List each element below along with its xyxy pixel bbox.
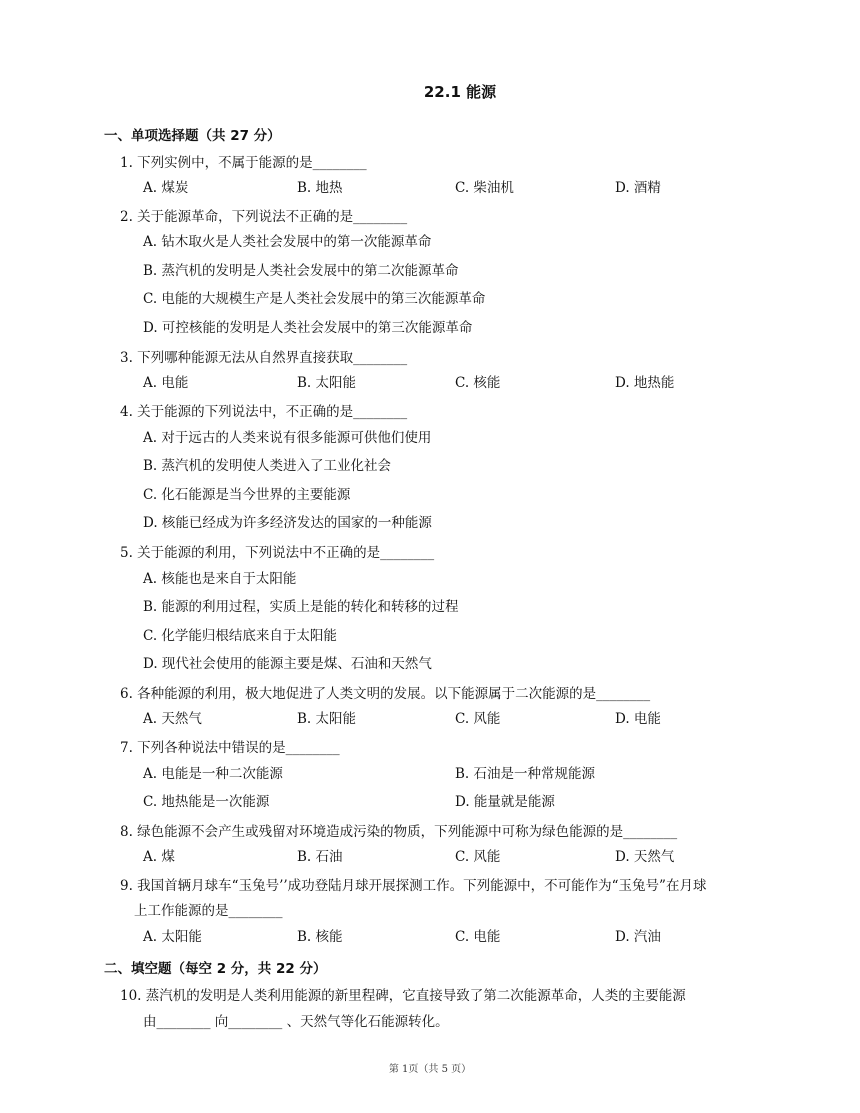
option-a: A. 太阳能 — [143, 929, 202, 945]
question-stem: 10. 蒸汽机的发明是人类利用能源的新里程碑，它直接导致了第二次能源革命，人类的主要能源 — [120, 988, 686, 1004]
option-c: C. 风能 — [455, 849, 501, 865]
page-title: 22.1 能源 — [423, 83, 497, 101]
option-b: B. 蒸汽机的发明是人类社会发展中的第二次能源革命 — [143, 263, 459, 279]
question-stem: 5. 关于能源的利用，下列说法中不正确的是________ — [120, 545, 435, 561]
option-b: B. 能源的利用过程，实质上是能的转化和转移的过程 — [143, 599, 459, 615]
option-b: B. 地热 — [297, 180, 343, 196]
question-stem-continued: 由________ 向________ 、天然气等化石能源转化。 — [143, 1014, 449, 1030]
option-a: A. 天然气 — [143, 711, 202, 727]
question-stem: 7. 下列各种说法中错误的是________ — [120, 740, 340, 756]
option-a: A. 钻木取火是人类社会发展中的第一次能源革命 — [143, 234, 432, 250]
option-d: D. 地热能 — [615, 375, 675, 391]
option-b: B. 蒸汽机的发明使人类进入了工业化社会 — [143, 458, 392, 474]
option-c: C. 化学能归根结底来自于太阳能 — [143, 628, 337, 644]
option-c: C. 电能的大规模生产是人类社会发展中的第三次能源革命 — [143, 291, 486, 307]
option-d: D. 能量就是能源 — [455, 794, 555, 810]
option-d: D. 汽油 — [615, 929, 661, 945]
option-c: C. 核能 — [455, 375, 501, 391]
option-a: A. 电能是一种二次能源 — [143, 766, 283, 782]
option-a: A. 对于远古的人类来说有很多能源可供他们使用 — [143, 430, 432, 446]
option-c: C. 电能 — [455, 929, 501, 945]
question-stem: 2. 关于能源革命，下列说法不正确的是________ — [120, 209, 408, 225]
question-stem: 1. 下列实例中，不属于能源的是________ — [120, 155, 367, 171]
option-b: B. 太阳能 — [297, 711, 357, 727]
question-stem: 9. 我国首辆月球车“玉兔号’’成功登陆月球开展探测工作。下列能源中，不可能作为“玉兔号”在月球 — [120, 878, 707, 894]
option-c: C. 柴油机 — [455, 180, 514, 196]
option-d: D. 可控核能的发明是人类社会发展中的第三次能源革命 — [143, 320, 473, 336]
question-stem: 6. 各种能源的利用，极大地促进了人类文明的发展。以下能源属于二次能源的是________ — [120, 686, 651, 702]
option-b: B. 石油是一种常规能源 — [455, 766, 596, 782]
option-c: C. 化石能源是当今世界的主要能源 — [143, 487, 351, 503]
option-c: C. 风能 — [455, 711, 501, 727]
option-a: A. 电能 — [143, 375, 189, 391]
page-footer: 第 1页（共 5 页） — [388, 1064, 472, 1075]
option-a: A. 核能也是来自于太阳能 — [143, 571, 297, 587]
option-d: D. 酒精 — [615, 180, 661, 196]
question-stem-continued: 上工作能源的是________ — [134, 903, 283, 919]
section-heading-fill: 二、填空题（每空 2 分，共 22 分） — [104, 961, 327, 977]
option-d: D. 电能 — [615, 711, 661, 727]
question-stem: 3. 下列哪种能源无法从自然界直接获取________ — [120, 350, 408, 366]
question-stem: 4. 关于能源的下列说法中，不正确的是________ — [120, 404, 408, 420]
option-b: B. 石油 — [297, 849, 343, 865]
option-a: A. 煤 — [143, 849, 175, 865]
option-b: B. 核能 — [297, 929, 343, 945]
option-d: D. 核能已经成为许多经济发达的国家的一种能源 — [143, 515, 432, 531]
option-a: A. 煤炭 — [143, 180, 189, 196]
option-b: B. 太阳能 — [297, 375, 357, 391]
section-heading-choice: 一、单项选择题（共 27 分） — [104, 128, 281, 144]
option-c: C. 地热能是一次能源 — [143, 794, 270, 810]
question-stem: 8. 绿色能源不会产生或残留对环境造成污染的物质，下列能源中可称为绿色能源的是________ — [120, 824, 678, 840]
option-d: D. 现代社会使用的能源主要是煤、石油和天然气 — [143, 656, 432, 672]
option-d: D. 天然气 — [615, 849, 675, 865]
